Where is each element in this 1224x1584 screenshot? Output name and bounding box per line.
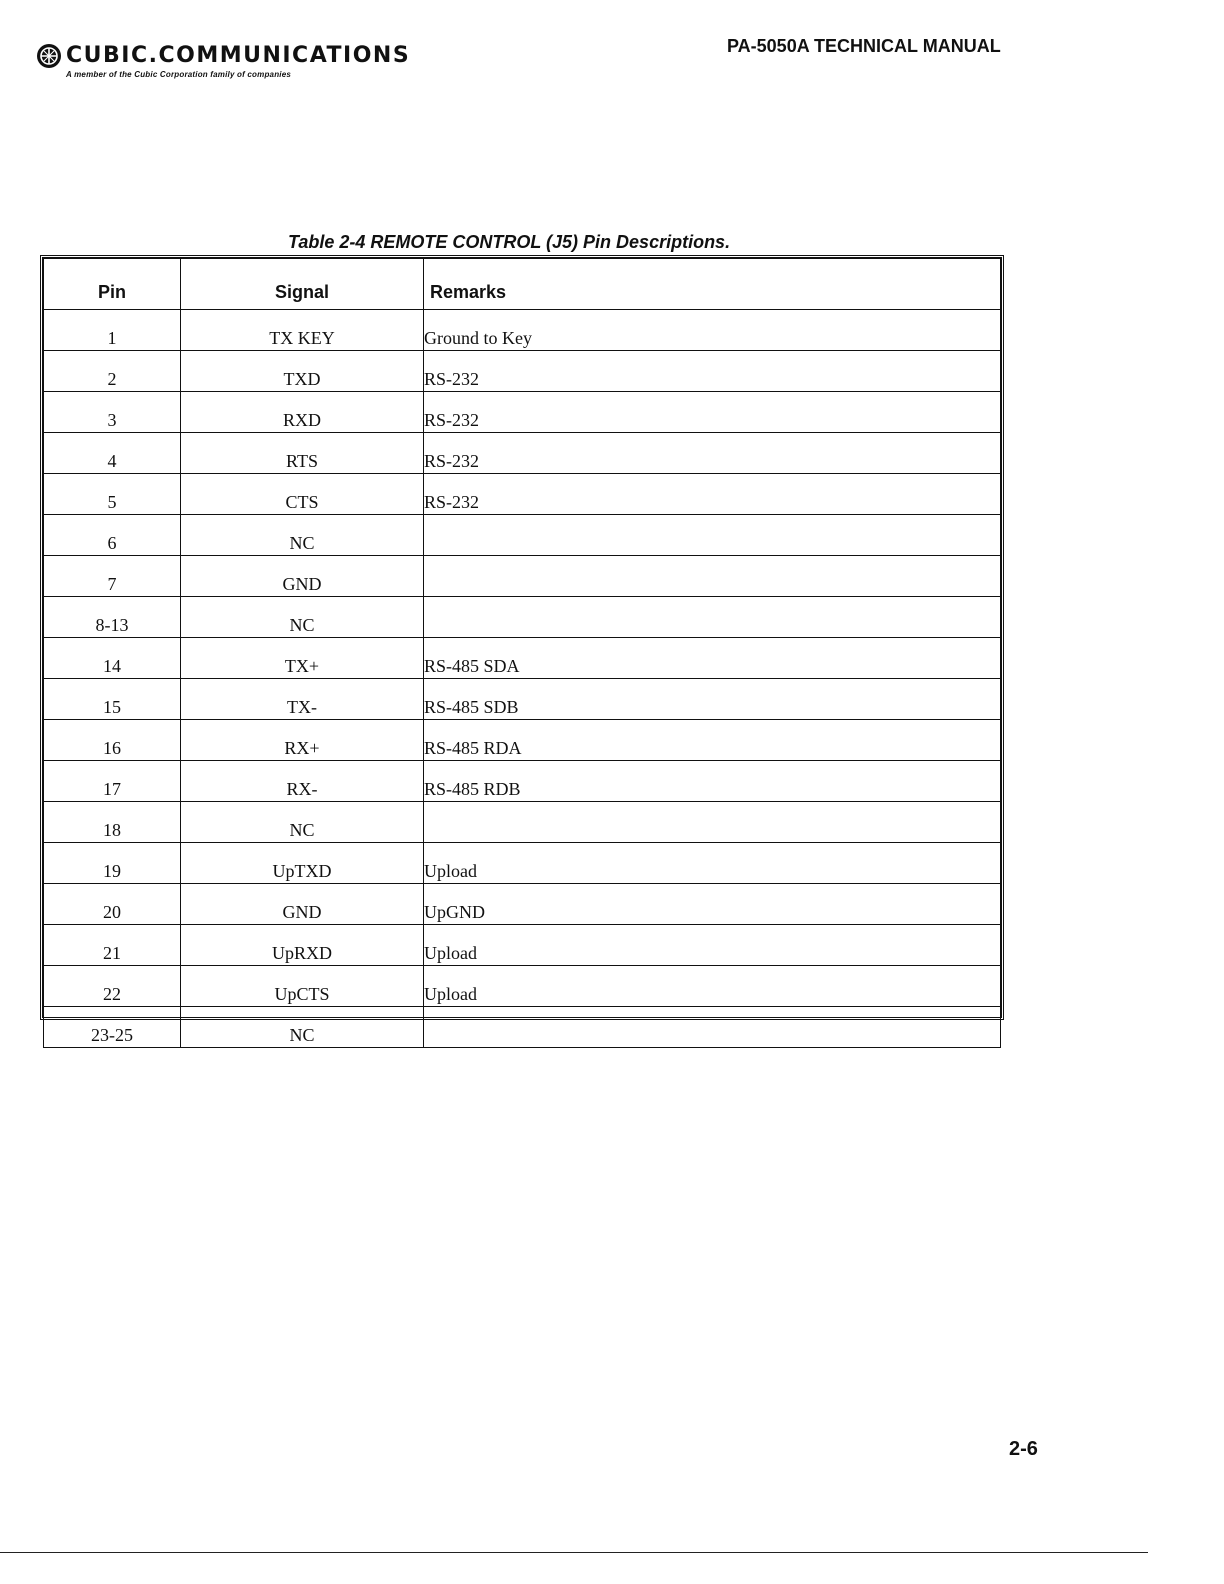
table-row [44,843,1001,884]
signal-cell: RX- [181,761,424,802]
column-header-pin: Pin [44,259,181,310]
pin-cell: 7 [44,556,181,597]
table-row [44,515,1001,556]
signal-cell: NC [181,802,424,843]
signal-cell: TX+ [181,638,424,679]
table-row [44,884,1001,925]
table-caption: Table 2-4 REMOTE CONTROL (J5) Pin Descriptions. [288,232,731,252]
remarks-cell: Upload [424,843,1001,884]
remarks-cell: RS-485 RDB [424,761,1001,802]
signal-cell: NC [181,515,424,556]
remarks-cell [424,597,1001,638]
remarks-cell: Upload [424,925,1001,966]
table-row [44,720,1001,761]
pin-cell: 16 [44,720,181,761]
signal-cell: TXD [181,351,424,392]
table-header-row [44,259,1001,310]
table-row [44,597,1001,638]
remarks-cell: RS-232 [424,433,1001,474]
signal-cell: RX+ [181,720,424,761]
pin-cell: 2 [44,351,181,392]
logo-tagline: A member of the Cubic Corporation family of companies [66,70,291,79]
pin-cell: 21 [44,925,181,966]
column-header-remarks: Remarks [424,259,1001,310]
signal-cell: GND [181,556,424,597]
table-row [44,966,1001,1007]
column-header-signal: Signal [181,259,424,310]
remarks-cell [424,556,1001,597]
signal-cell: UpTXD [181,843,424,884]
pin-cell: 8-13 [44,597,181,638]
signal-cell: TX KEY [181,310,424,351]
table-row [44,474,1001,515]
manual-title: PA-5050A TECHNICAL MANUAL [727,36,1001,56]
pin-cell: 5 [44,474,181,515]
pin-cell: 4 [44,433,181,474]
pin-cell: 6 [44,515,181,556]
pin-cell: 23-25 [44,1007,181,1048]
remarks-cell: RS-232 [424,351,1001,392]
signal-cell: UpCTS [181,966,424,1007]
table-row [44,679,1001,720]
remarks-cell [424,1007,1001,1048]
remarks-cell: Ground to Key [424,310,1001,351]
remarks-cell: RS-485 SDB [424,679,1001,720]
table-row [44,556,1001,597]
pin-cell: 18 [44,802,181,843]
remarks-cell [424,802,1001,843]
signal-cell: RXD [181,392,424,433]
table-row [44,638,1001,679]
table-row [44,802,1001,843]
signal-cell: UpRXD [181,925,424,966]
page-number: 2-6 [1009,1438,1038,1460]
remarks-cell: RS-232 [424,474,1001,515]
remarks-cell: Upload [424,966,1001,1007]
pin-descriptions-table [43,258,1001,1048]
remarks-cell: RS-485 RDA [424,720,1001,761]
remarks-cell: UpGND [424,884,1001,925]
remarks-cell: RS-485 SDA [424,638,1001,679]
logo-text: CUBIC.COMMUNICATIONS [66,43,411,68]
company-logo [36,43,410,79]
signal-cell: RTS [181,433,424,474]
table-row [44,433,1001,474]
signal-cell: TX- [181,679,424,720]
remarks-cell [424,515,1001,556]
pin-cell: 15 [44,679,181,720]
table-row [44,392,1001,433]
pin-cell: 19 [44,843,181,884]
cubic-globe-icon [36,43,62,69]
pin-cell: 17 [44,761,181,802]
pin-cell: 14 [44,638,181,679]
signal-cell: CTS [181,474,424,515]
signal-cell: GND [181,884,424,925]
remarks-cell: RS-232 [424,392,1001,433]
footer-rule [0,1552,1148,1553]
pin-cell: 1 [44,310,181,351]
pin-table-frame [40,255,1004,1045]
table-row [44,351,1001,392]
signal-cell: NC [181,597,424,638]
signal-cell: NC [181,1007,424,1048]
pin-cell: 20 [44,884,181,925]
pin-cell: 22 [44,966,181,1007]
table-row [44,310,1001,351]
table-row [44,761,1001,802]
pin-cell: 3 [44,392,181,433]
table-row [44,1007,1001,1048]
table-row [44,925,1001,966]
